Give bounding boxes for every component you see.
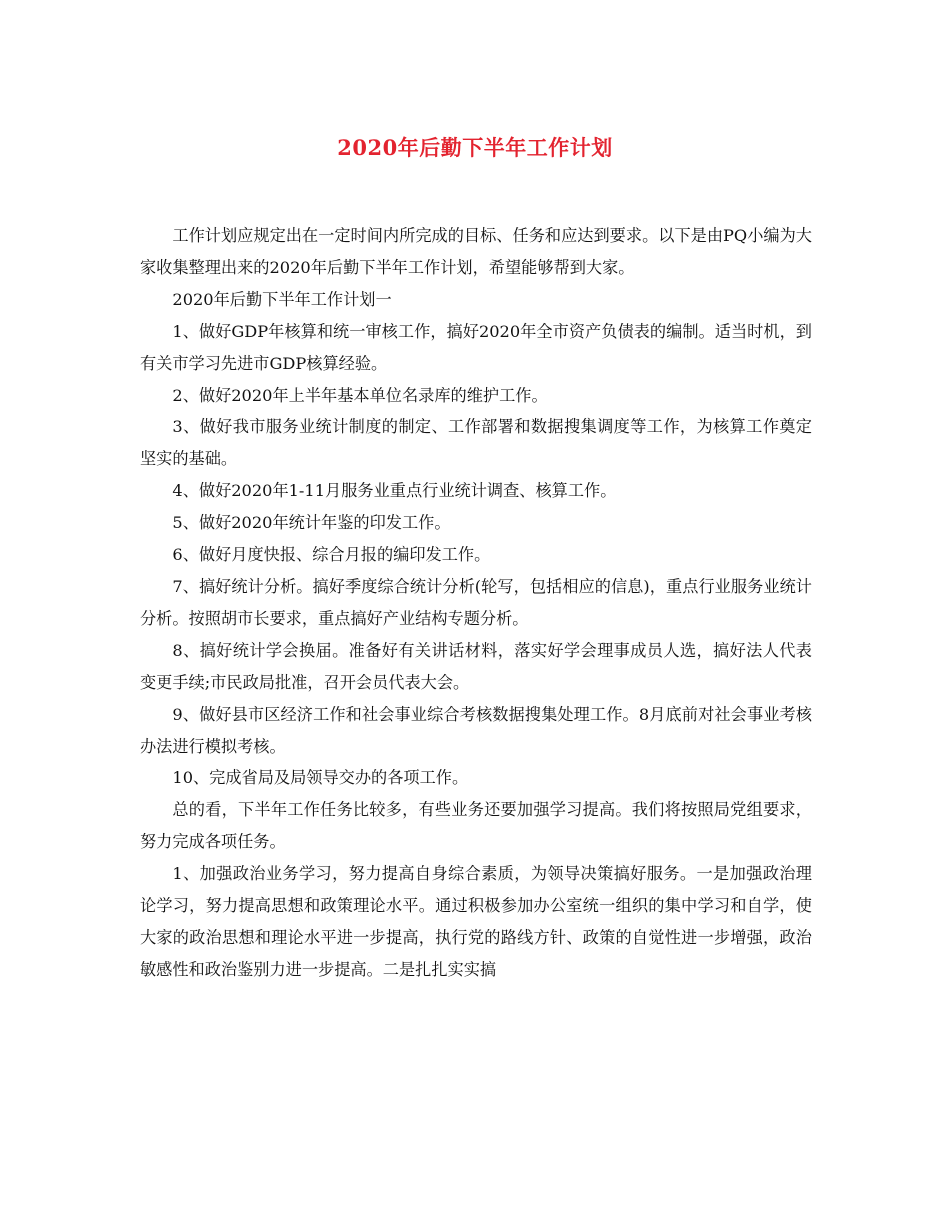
document-body [140,220,812,986]
paragraph-intro: 工作计划应规定出在一定时间内所完成的目标、任务和应达到要求。以下是由PQ小编为大家收集整理出来的2020年后勤下半年工作计划，希望能够帮到大家。 [140,226,812,277]
paragraph-summary: 总的看，下半年工作任务比较多，有些业务还要加强学习提高。我们将按照局党组要求，努力完成各项任务。 [140,800,812,852]
paragraph-measure-1: 1、加强政治业务学习，努力提高自身综合素质，为领导决策搞好服务。一是加强政治理论学习，努力提高思想和政策理论水平。通过积极参加办公室统一组织的集中学习和自学，使大家的政治思想和理论水平进一步提高，执行党的路线方针、政策的自觉性进一步增强，政治敏感性和政治鉴别力进一步提高。二是扎扎实实搞 [140,864,812,979]
paragraph-item-4: 4、做好2020年1-11月服务业重点行业统计调查、核算工作。 [172,481,617,501]
document-title: 2020年后勤下半年工作计划 [337,135,613,160]
paragraph-item-6: 6、做好月度快报、综合月报的编印发工作。 [172,545,491,565]
paragraph-item-1: 1、做好GDP年核算和统一审核工作，搞好2020年全市资产负债表的编制。适当时机，到有关市学习先进市GDP核算经验。 [140,321,812,373]
paragraph-item-3: 3、做好我市服务业统计制度的制定、工作部署和数据搜集调度等工作，为核算工作奠定坚实的基础。 [140,417,812,469]
paragraph-item-10: 10、完成省局及局领导交办的各项工作。 [172,768,469,788]
paragraph-item-5: 5、做好2020年统计年鉴的印发工作。 [172,513,451,533]
paragraph-section-heading: 2020年后勤下半年工作计划一 [172,289,392,309]
paragraph-item-7: 7、搞好统计分析。搞好季度综合统计分析(轮写，包括相应的信息)，重点行业服务业统计分析。按照胡市长要求，重点搞好产业结构专题分析。 [140,576,812,628]
paragraph-item-9: 9、做好县市区经济工作和社会事业综合考核数据搜集处理工作。8月底前对社会事业考核办法进行模拟考核。 [140,704,812,756]
paragraph-item-2: 2、做好2020年上半年基本单位名录库的维护工作。 [172,385,548,405]
paragraph-item-8: 8、搞好统计学会换届。准备好有关讲话材料，落实好学会理事成员人选，搞好法人代表变更手续;市民政局批准，召开会员代表大会。 [140,640,812,692]
